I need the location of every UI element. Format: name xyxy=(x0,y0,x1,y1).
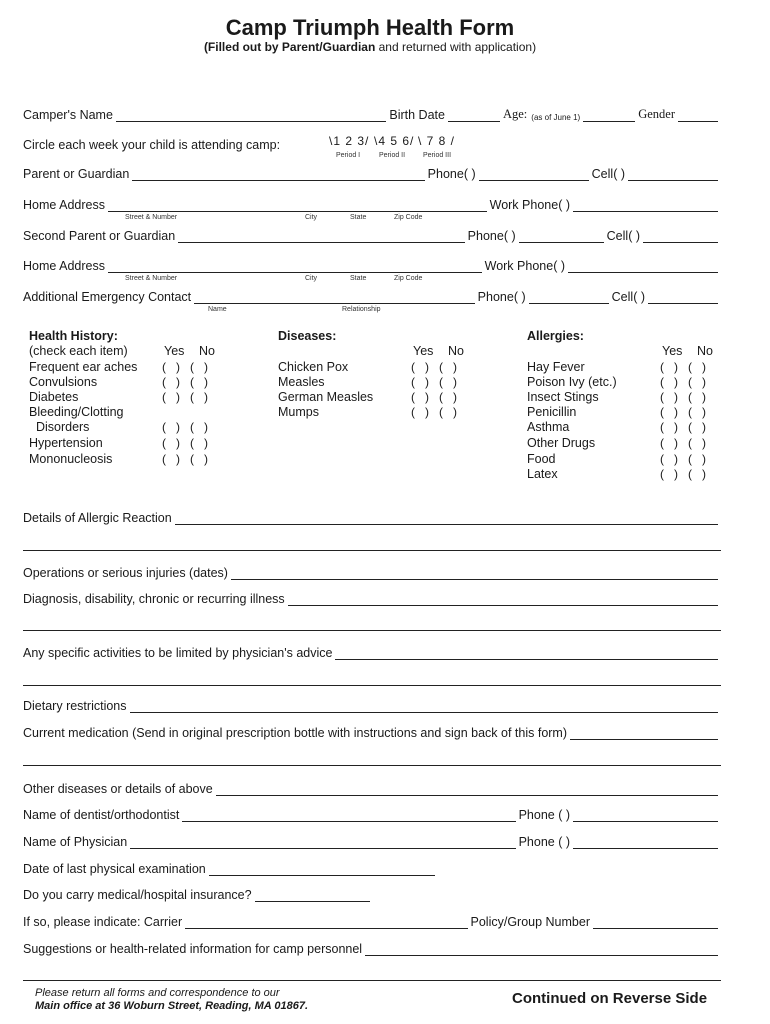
work-phone-label: Work Phone xyxy=(489,198,559,212)
additional-phone-field[interactable] xyxy=(529,290,609,304)
suggestions-row xyxy=(23,940,721,956)
work-phone-paren: ( ) xyxy=(553,259,565,273)
medication-row xyxy=(23,724,721,740)
policy-field[interactable] xyxy=(593,915,718,929)
disease-item: German Measles xyxy=(278,390,374,404)
birth-date-label: Birth Date xyxy=(389,108,445,122)
week-option[interactable]: \1 2 3/ xyxy=(329,134,370,148)
allergy-item: Food xyxy=(527,452,556,466)
additional-cell-field[interactable] xyxy=(648,290,718,304)
subtitle-rest: and returned with application) xyxy=(375,40,537,54)
health-item: Disorders xyxy=(29,420,90,434)
additional-contact-field[interactable] xyxy=(194,290,475,304)
checkbox-pair[interactable]: ( ) ( ) xyxy=(411,405,457,419)
allergies-title: Allergies: xyxy=(527,329,584,343)
allergic-reaction-field[interactable] xyxy=(175,511,718,525)
physician-row xyxy=(23,833,721,849)
other-diseases-row xyxy=(23,780,721,796)
no-header: No xyxy=(199,344,215,358)
checkbox-pair[interactable]: ( ) ( ) xyxy=(660,452,706,466)
period-label: Period II xyxy=(379,152,406,159)
camper-name-label: Camper's Name xyxy=(23,108,113,122)
checkbox-pair[interactable]: ( ) ( ) xyxy=(411,375,457,389)
checkbox-pair[interactable]: ( ) ( ) xyxy=(162,360,208,374)
checkbox-pair[interactable]: ( ) ( ) xyxy=(411,360,457,374)
health-item: Frequent ear aches xyxy=(29,360,138,374)
health-item: Mononucleosis xyxy=(29,452,113,466)
health-item: Bleeding/Clotting xyxy=(29,405,124,419)
cell-label: Cell xyxy=(591,167,614,181)
checkbox-pair[interactable]: ( ) ( ) xyxy=(660,360,706,374)
parent-phone-field[interactable] xyxy=(479,167,589,181)
disease-item: Chicken Pox xyxy=(278,360,349,374)
disease-item: Mumps xyxy=(278,405,319,419)
phone-paren: ( ) xyxy=(463,167,476,181)
work-phone-label: Work Phone xyxy=(484,259,554,273)
diseases-title: Diseases: xyxy=(278,329,337,343)
home-address-label: Home Address xyxy=(23,198,105,212)
dentist-label: Name of dentist/orthodontist xyxy=(23,808,180,822)
disease-item: Measles xyxy=(278,375,325,389)
age-field[interactable] xyxy=(583,108,635,122)
circle-week-label: Circle each week your child is attending camp: xyxy=(23,138,281,152)
checkbox-pair[interactable]: ( ) ( ) xyxy=(660,467,706,481)
phone-label: Phone xyxy=(477,290,514,304)
operations-field[interactable] xyxy=(231,566,718,580)
cell-paren: ( ) xyxy=(613,167,625,181)
allergy-item: Penicillin xyxy=(527,405,577,419)
blank-line[interactable] xyxy=(23,550,721,551)
phone-label: Phone xyxy=(467,229,504,243)
allergic-reaction-label: Details of Allergic Reaction xyxy=(23,511,172,525)
state-sub: State xyxy=(350,214,367,221)
allergic-reaction-row xyxy=(23,509,721,525)
physician-phone-label: Phone ( ) xyxy=(518,835,570,849)
health-history-note: (check each item) xyxy=(29,344,128,358)
health-item: Convulsions xyxy=(29,375,98,389)
age-label: Age: xyxy=(502,107,528,121)
dietary-label: Dietary restrictions xyxy=(23,699,127,713)
second-cell-field[interactable] xyxy=(643,229,718,243)
cell-label: Cell xyxy=(606,229,629,243)
blank-line[interactable] xyxy=(23,630,721,631)
checkbox-pair[interactable]: ( ) ( ) xyxy=(660,405,706,419)
checkbox-pair[interactable]: ( ) ( ) xyxy=(660,436,706,450)
state-sub: State xyxy=(350,275,367,282)
medication-label: Current medication (Send in original prescription bottle with instructions and sign back of this form) xyxy=(23,726,568,740)
work-phone-paren: ( ) xyxy=(558,198,570,212)
cell-paren: ( ) xyxy=(628,229,640,243)
diagnosis-label: Diagnosis, disability, chronic or recurring illness xyxy=(23,592,285,606)
name-sub: Name xyxy=(208,306,227,313)
checkbox-pair[interactable]: ( ) ( ) xyxy=(162,390,208,404)
last-exam-field[interactable] xyxy=(209,862,435,876)
yes-header: Yes xyxy=(662,344,683,358)
health-history-title: Health History: xyxy=(29,329,118,343)
policy-label: Policy/Group Number xyxy=(470,915,590,929)
checkbox-pair[interactable]: ( ) ( ) xyxy=(411,390,457,404)
checkbox-pair[interactable]: ( ) ( ) xyxy=(660,420,706,434)
dietary-field[interactable] xyxy=(130,699,719,713)
work-phone-field[interactable] xyxy=(568,259,718,273)
parent-label: Parent or Guardian xyxy=(23,167,130,181)
page-subtitle xyxy=(0,40,740,54)
home-address-row xyxy=(23,196,721,212)
checkbox-pair[interactable]: ( ) ( ) xyxy=(660,390,706,404)
checkbox-pair[interactable]: ( ) ( ) xyxy=(162,436,208,450)
allergy-item: Insect Stings xyxy=(527,390,599,404)
week-option[interactable]: \ 7 8 / xyxy=(418,134,456,148)
city-sub: City xyxy=(305,214,318,221)
checkbox-pair[interactable]: ( ) ( ) xyxy=(660,375,706,389)
camper-row xyxy=(23,106,721,122)
activities-field[interactable] xyxy=(335,646,718,660)
footer-line2: Main office at 36 Woburn Street, Reading, MA 01867. xyxy=(35,1000,309,1012)
blank-line[interactable] xyxy=(23,980,721,981)
footer-address xyxy=(35,987,308,1013)
footer-line1: Please return all forms and correspondence to our xyxy=(35,987,280,999)
second-parent-label: Second Parent or Guardian xyxy=(23,229,176,243)
city-sub: City xyxy=(305,275,318,282)
zip-sub: Zip Code xyxy=(394,275,423,282)
dentist-phone-label: Phone ( ) xyxy=(518,808,570,822)
continued-note: Continued on Reverse Side xyxy=(512,990,708,1007)
camper-name-field[interactable] xyxy=(116,108,386,122)
suggestions-label: Suggestions or health-related information for camp personnel xyxy=(23,942,363,956)
medication-field[interactable] xyxy=(570,726,718,740)
carrier-field[interactable] xyxy=(185,915,467,929)
second-parent-field[interactable] xyxy=(178,229,464,243)
yes-header: Yes xyxy=(413,344,434,358)
phone-label: Phone xyxy=(427,167,464,181)
page-title: Camp Triumph Health Form xyxy=(225,15,515,40)
allergy-item: Asthma xyxy=(527,420,570,434)
street-sub: Street & Number xyxy=(125,214,178,221)
blank-line[interactable] xyxy=(23,765,721,766)
physician-label: Name of Physician xyxy=(23,835,128,849)
checkbox-pair[interactable]: ( ) ( ) xyxy=(162,420,208,434)
suggestions-field[interactable] xyxy=(365,942,718,956)
health-item: Diabetes xyxy=(29,390,79,404)
second-phone-field[interactable] xyxy=(519,229,604,243)
home-address-field[interactable] xyxy=(108,198,487,212)
subtitle-bold: (Filled out by Parent/Guardian xyxy=(203,40,376,54)
allergy-item: Poison Ivy (etc.) xyxy=(527,375,617,389)
dentist-row xyxy=(23,806,721,822)
physician-phone-field[interactable] xyxy=(573,835,718,849)
dentist-field[interactable] xyxy=(182,808,515,822)
second-parent-row xyxy=(23,227,721,243)
diagnosis-field[interactable] xyxy=(288,592,718,606)
health-item: Hypertension xyxy=(29,436,103,450)
zip-sub: Zip Code xyxy=(394,214,423,221)
home-address-row xyxy=(23,257,721,273)
physician-field[interactable] xyxy=(130,835,515,849)
cell-paren: ( ) xyxy=(633,290,645,304)
period-label: Period III xyxy=(423,152,452,159)
carrier-label: If so, please indicate: Carrier xyxy=(23,915,183,929)
other-diseases-field[interactable] xyxy=(216,782,718,796)
age-note: (as of June 1) xyxy=(531,113,581,122)
insurance-row xyxy=(23,886,373,902)
additional-contact-row xyxy=(23,288,721,304)
operations-row xyxy=(23,564,721,580)
allergy-item: Latex xyxy=(527,467,558,481)
activities-label: Any specific activities to be limited by physician's advice xyxy=(23,646,333,660)
checkbox-pair[interactable]: ( ) ( ) xyxy=(162,375,208,389)
operations-label: Operations or serious injuries (dates) xyxy=(23,566,228,580)
gender-field[interactable] xyxy=(678,108,718,122)
other-diseases-label: Other diseases or details of above xyxy=(23,782,213,796)
last-exam-label: Date of last physical examination xyxy=(23,862,206,876)
parent-field[interactable] xyxy=(132,167,424,181)
dietary-row xyxy=(23,697,721,713)
relationship-sub: Relationship xyxy=(342,306,381,313)
parent-cell-field[interactable] xyxy=(628,167,718,181)
week-option[interactable]: \4 5 6/ xyxy=(374,134,415,148)
cell-label: Cell xyxy=(611,290,634,304)
activities-row xyxy=(23,644,721,660)
dentist-phone-field[interactable] xyxy=(573,808,718,822)
last-exam-row xyxy=(23,860,438,876)
yes-header: Yes xyxy=(164,344,185,358)
checkbox-pair[interactable]: ( ) ( ) xyxy=(162,452,208,466)
phone-paren: ( ) xyxy=(513,290,526,304)
work-phone-field[interactable] xyxy=(573,198,718,212)
period-label: Period I xyxy=(336,152,361,159)
home-address-label: Home Address xyxy=(23,259,105,273)
gender-label: Gender xyxy=(638,107,675,121)
street-sub: Street & Number xyxy=(125,275,178,282)
diagnosis-row xyxy=(23,590,721,606)
birth-date-field[interactable] xyxy=(448,108,500,122)
blank-line[interactable] xyxy=(23,685,721,686)
home-address-field[interactable] xyxy=(108,259,482,273)
no-header: No xyxy=(697,344,713,358)
phone-paren: ( ) xyxy=(503,229,516,243)
insurance-label: Do you carry medical/hospital insurance? xyxy=(23,888,252,902)
parent-row xyxy=(23,165,721,181)
allergy-item: Other Drugs xyxy=(527,436,596,450)
no-header: No xyxy=(448,344,464,358)
carrier-row xyxy=(23,913,721,929)
insurance-field[interactable] xyxy=(255,888,370,902)
additional-contact-label: Additional Emergency Contact xyxy=(23,290,192,304)
allergy-item: Hay Fever xyxy=(527,360,585,374)
